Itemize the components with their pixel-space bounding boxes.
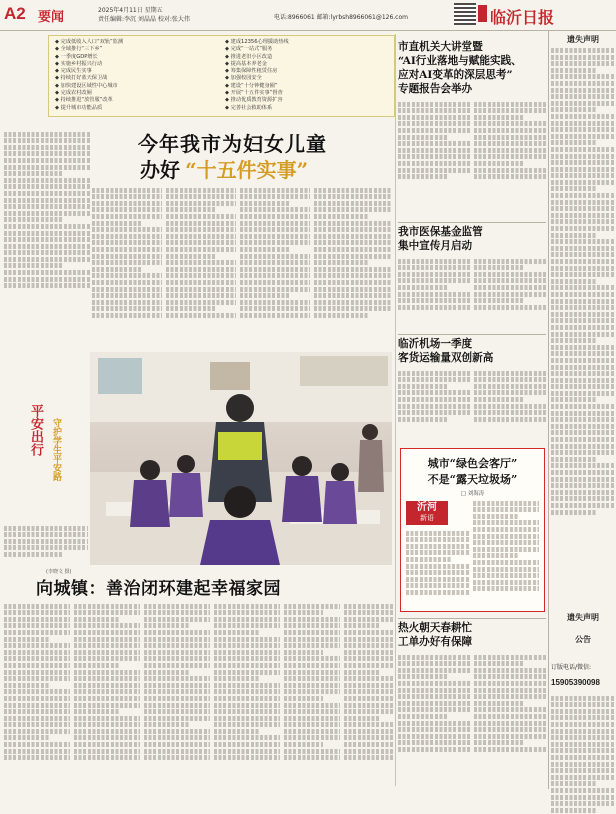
newspaper-logo: 临沂日报 — [490, 8, 555, 27]
article-body — [398, 653, 546, 779]
list-item: ◆ 持续打好蓝天保卫战 — [55, 75, 108, 82]
village-headline: 向城镇：善治闭环建起幸福家园 — [36, 579, 281, 599]
lead-body-col-3 — [240, 186, 310, 346]
list-item: ◆ 加快建设区域性中心城市 — [55, 82, 118, 89]
article-headline: 工单办好有保障 — [398, 636, 473, 648]
seal-icon — [478, 5, 487, 22]
commentary-body-col-2 — [473, 499, 539, 607]
right-article-airport — [398, 334, 546, 445]
vertical-title-1: 平安出行 — [28, 404, 43, 456]
article-headline: 我市医保基金监管 — [398, 226, 483, 238]
qr-code-icon — [454, 3, 476, 25]
village-body-col-3 — [144, 602, 210, 784]
commentary-author: □ 刘海涛 — [460, 491, 485, 497]
page-number: A2 — [4, 4, 26, 23]
notice-column — [548, 30, 616, 789]
contact-line: 电话:8966061 邮箱:lyrbsh8966061@126.com — [274, 14, 408, 21]
list-item: ◆ 全域推行“三下乡” — [55, 46, 103, 53]
article-headline: 客货运输量双创新高 — [398, 352, 494, 364]
notice-body — [551, 48, 615, 515]
list-item: ◆ 完成农村改厕 — [55, 90, 92, 97]
list-item: ◆ 完善社会救助体系 — [225, 104, 273, 111]
section-name: 要闻 — [38, 10, 65, 25]
vertical-title — [6, 404, 86, 504]
notice-header: 遗失声明 — [567, 35, 599, 44]
commentary-title-2: 不是“露天垃圾场” — [427, 473, 518, 486]
lead-body-col-4 — [314, 186, 392, 346]
right-article-medical — [398, 222, 546, 327]
article-headline: 应对AI变革的深层思考” — [398, 69, 513, 81]
column-divider — [395, 34, 396, 786]
article-headline: 集中宣传月启动 — [398, 240, 473, 252]
bullet-list-right — [225, 39, 390, 112]
article-body — [398, 369, 546, 439]
lead-headline-line2 — [140, 154, 308, 183]
article-body — [398, 100, 546, 200]
village-body-col-5 — [284, 602, 340, 784]
notice-lower-title: 遗失声明 — [567, 613, 599, 622]
list-item: ◆ 建成12356心理援助热线 — [225, 39, 289, 45]
list-item: ◆ 完成民生实事 — [55, 68, 92, 75]
list-item: ◆ 加强校园安全 — [225, 75, 262, 82]
vertical-title-2: 守护学生平安路 — [51, 418, 61, 481]
article-headline: 专题报告会举办 — [398, 83, 473, 95]
editors-line: 责任编辑:李沉 刘晶晶 校对:张大伟 — [98, 16, 190, 23]
list-item: ◆ 提高基本养老金 — [225, 60, 267, 67]
commentary-body-col-1 — [406, 529, 470, 607]
list-item: ◆ 推进老旧小区改造 — [225, 53, 273, 60]
column-badge — [406, 501, 448, 525]
list-item: ◆ 开展“十五件实事”督查 — [225, 90, 283, 97]
village-body-col-4 — [214, 602, 280, 784]
right-article-farming — [398, 618, 546, 787]
list-item: ◆ 实施乡村振兴行动 — [55, 60, 103, 67]
list-item: ◆ 建设“十分钟健身圈” — [225, 82, 278, 89]
village-body-col-6 — [344, 602, 394, 784]
article-headline: 临沂机场一季度 — [398, 338, 473, 350]
article-headline: “AI行业落地与赋能实践、 — [398, 55, 522, 67]
lead-body-col-1 — [92, 186, 162, 346]
article-headline: 市直机关大讲堂暨 — [398, 41, 483, 53]
subscribe-phone: 15905390098 — [551, 678, 600, 687]
right-article-ai — [398, 40, 546, 220]
article-headline: 热火朝天春耕忙 — [398, 622, 473, 634]
list-item: ◆ 推动优质教育资源扩容 — [225, 97, 283, 104]
masthead — [0, 0, 616, 31]
classroom-scene — [90, 352, 392, 565]
list-item: ◆ 完成低收入人口“双轨”监测 — [55, 39, 124, 45]
date-line: 2025年4月11日 星期五 — [98, 7, 163, 14]
lead-headline-line1: 今年我市为妇女儿童 — [138, 132, 327, 156]
village-body-col-2 — [74, 602, 140, 784]
news-photo — [90, 352, 392, 565]
lead-headline-accent: “十五件实事” — [185, 158, 309, 182]
list-item: ◆ 完成“一站式”服务 — [225, 46, 273, 53]
village-body-col-1 — [4, 602, 70, 784]
lead-headline-prefix: 办好 — [140, 158, 180, 182]
column-badge-line-2: 新语 — [420, 514, 434, 522]
left-text-column — [4, 130, 90, 298]
lead-body-col-2 — [166, 186, 236, 346]
column-badge-line-1: 沂河 — [417, 502, 437, 513]
list-item: ◆ 一季度GDP增长 — [55, 53, 98, 60]
subscribe-text — [551, 694, 615, 814]
list-item: ◆ 持续推进“放管服”改革 — [55, 97, 113, 104]
article-body — [398, 257, 546, 327]
list-item: ◆ 筹集保障性租赁住房 — [225, 68, 278, 75]
bullet-list-left — [55, 39, 220, 112]
bullet-box — [48, 35, 395, 117]
commentary-title-1: 城市“绿色会客厅” — [427, 457, 518, 470]
subscribe-label: 订版电话/微信: — [551, 664, 592, 671]
photo-caption — [4, 524, 88, 568]
list-item: ◆ 提升城市功能品质 — [55, 104, 103, 111]
photo-byline: (李晓文 摄) — [46, 569, 72, 575]
commentary-box — [400, 448, 545, 612]
announce-title: 公告 — [575, 635, 591, 644]
